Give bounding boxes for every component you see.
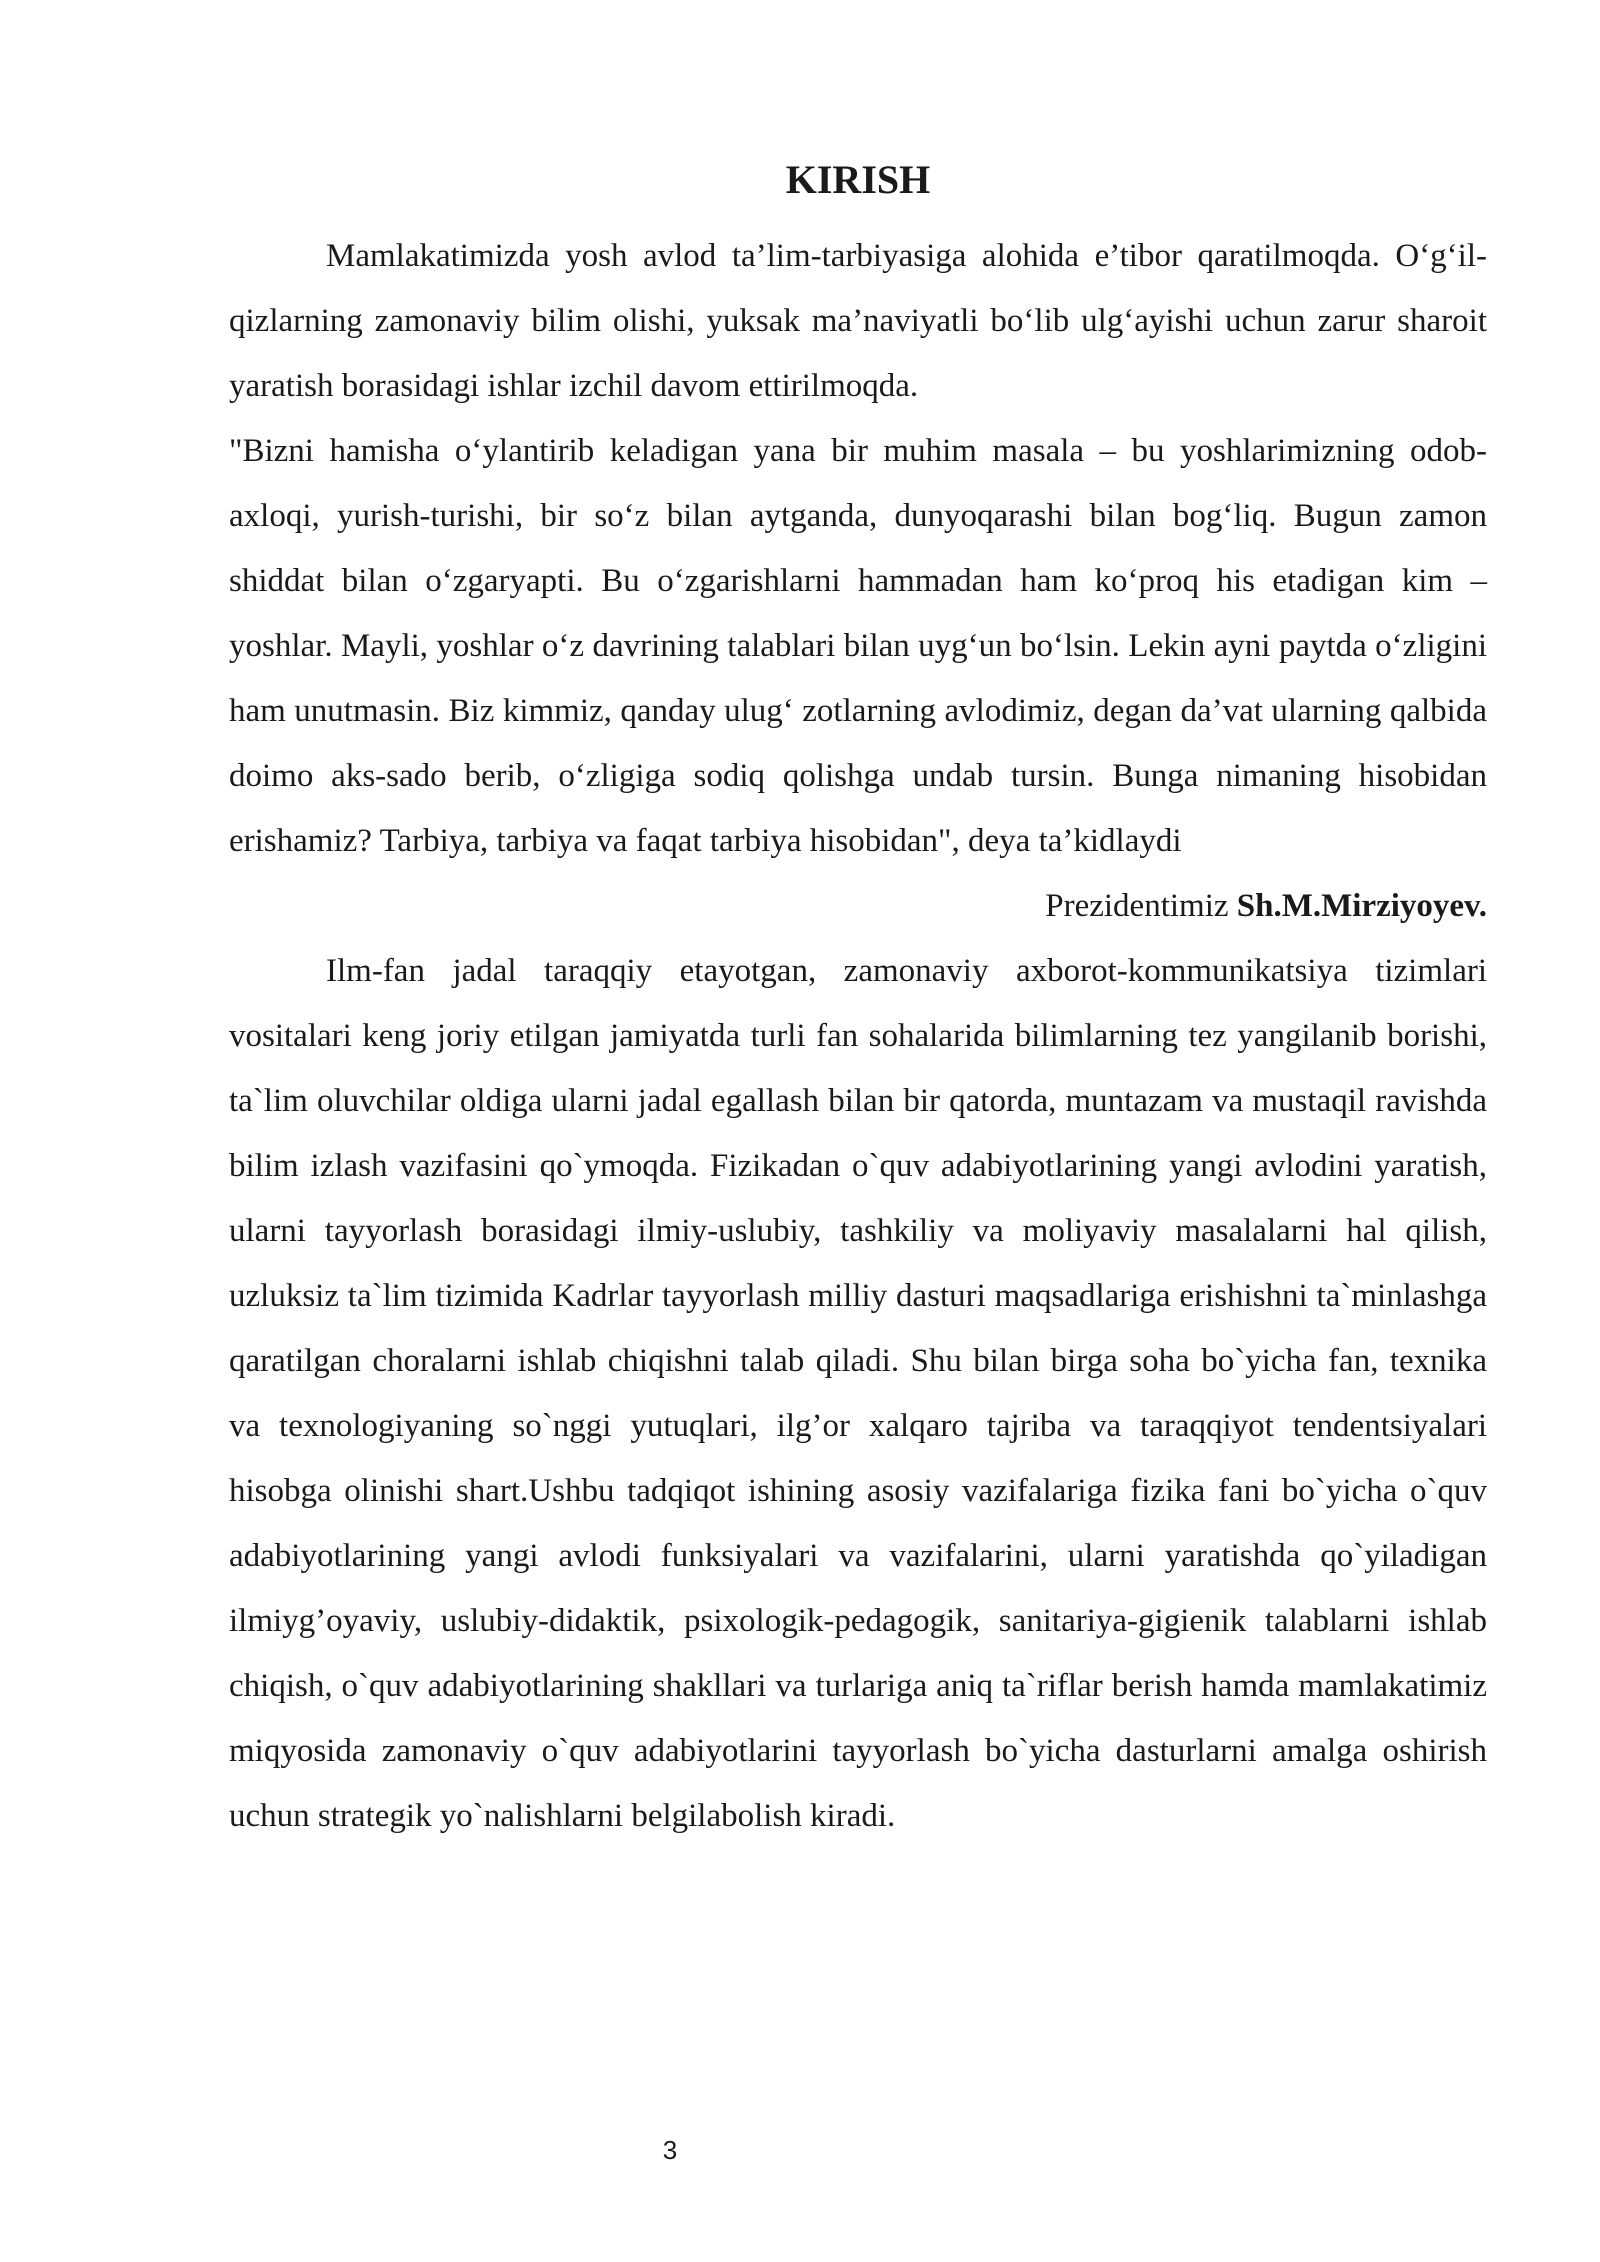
signature-prefix: Prezidentimiz: [1045, 888, 1237, 924]
quote-paragraph: "Bizni hamisha o‘ylantirib keladigan yana bir muhim masala – bu yoshlarimizning odob-axloqi, yurish-turishi, bir so‘z bilan aytganda, dunyoqarashi bilan bog‘liq. Bugun zamon shiddat bilan o‘zgaryapti. Bu o‘zgarishlarni hammadan ham ko‘proq his etadigan kim – yoshlar. Mayli, yoshlar o‘z davrining talablari bilan uyg‘un bo‘lsin. Lekin ayni paytda o‘zligini ham unutmasin. Biz kimmiz, qanday ulug‘ zotlarning avlodimiz, degan da’vat ularning qalbida doimo aks-sado berib, o‘zligiga sodiq qolishga undab tursin. Bunga nimaning hisobidan erishamiz? Tarbiya, tarbiya va faqat tarbiya hisobidan", deya ta’kidlaydi: [229, 433, 1487, 859]
document-page: [229, 150, 1487, 1849]
signature-name: Sh.M.Mirziyoyev.: [1236, 888, 1487, 924]
intro-paragraph: Mamlakatimizda yosh avlod ta’lim-tarbiyasiga alohida e’tibor qaratilmoqda. O‘g‘il-qizlarning zamonaviy bilim olishi, yuksak ma’naviyatli bo‘lib ulg‘ayishi uchun zarur sharoit yaratish borasidagi ishlar izchil davom ettirilmoqda.: [229, 238, 1487, 404]
page-number: 3: [662, 2135, 678, 2165]
quote-signature: [229, 874, 1487, 939]
body-paragraph: Ilm-fan jadal taraqqiy etayotgan, zamonaviy axborot-kommunikatsiya tizimlari vositalari keng joriy etilgan jamiyatda turli fan sohalarida bilimlarning tez yangilanib borishi, ta`lim oluvchilar oldiga ularni jadal egallash bilan bir qatorda, muntazam va mustaqil ravishda bilim izlash vazifasini qo`ymoqda. Fizikadan o`quv adabiyotlarining yangi avlodini yaratish, ularni tayyorlash borasidagi ilmiy-uslubiy, tashkiliy va moliyaviy masalalarni hal qilish, uzluksiz ta`lim tizimida Kadrlar tayyorlash milliy dasturi maqsadlariga erishishni ta`minlashga qaratilgan choralarni ishlab chiqishni talab qiladi. Shu bilan birga soha bo`yicha fan, texnika va texnologiyaning so`nggi yutuqlari, ilg’or xalqaro tajriba va taraqqiyot tendentsiyalari hisobga olinishi shart.Ushbu tadqiqot ishining asosiy vazifalariga fizika fani bo`yicha o`quv adabiyotlarining yangi avlodi funksiyalari va vazifalarini, ularni yaratishda qo`yiladigan ilmiyg’oyaviy, uslubiy-didaktik, psixologik-pedagogik, sanitariya-gigienik talablarni ishlab chiqish, o`quv adabiyotlarining shakllari va turlariga aniq ta`riflar berish hamda mamlakatimiz miqyosida zamonaviy o`quv adabiyotlarini tayyorlash bo`yicha dasturlarni amalga oshirish uchun strategik yo`nalishlarni belgilabolish kiradi.: [229, 953, 1487, 1834]
page-title: KIRISH: [785, 157, 931, 202]
